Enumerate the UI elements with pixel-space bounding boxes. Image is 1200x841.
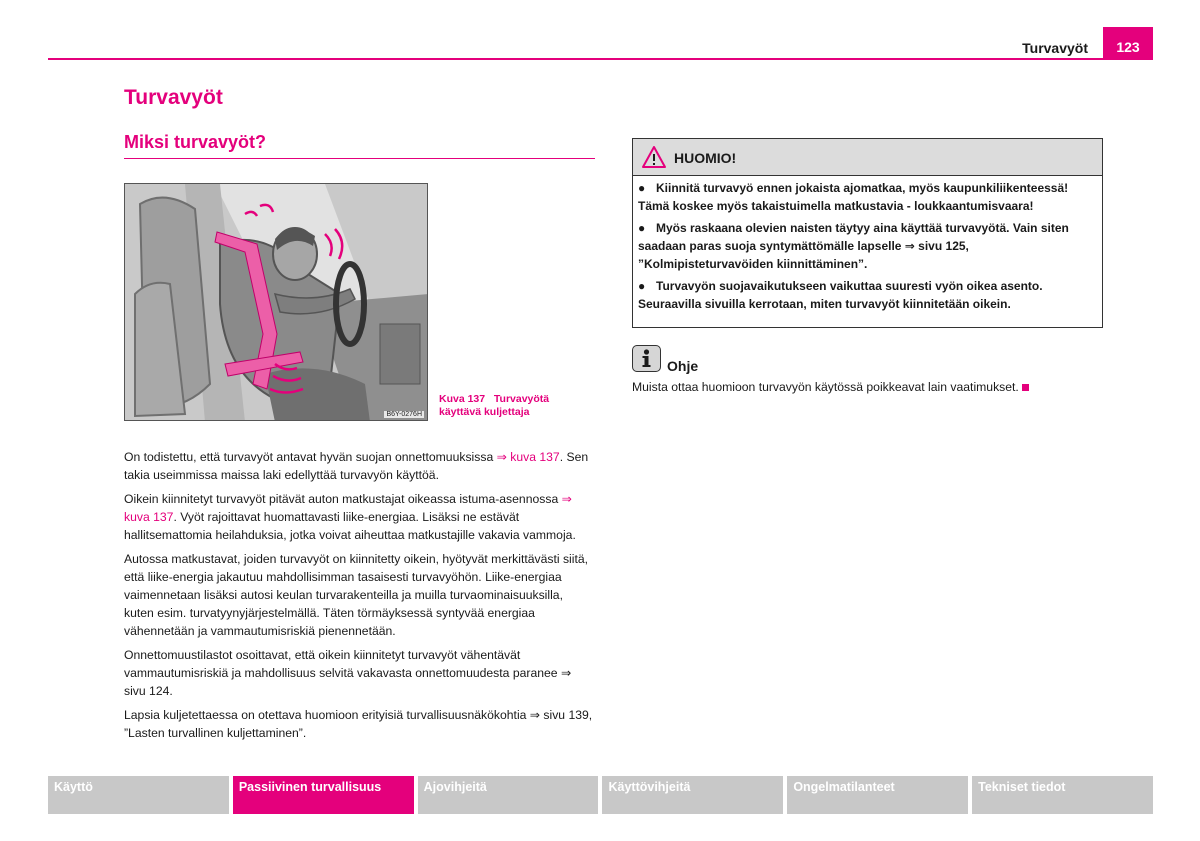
section-heading: Turvavyöt bbox=[124, 86, 223, 109]
body-text bbox=[124, 448, 596, 748]
tab-kaytto[interactable]: Käyttö bbox=[48, 776, 229, 814]
figure-caption-number: Kuva 137 bbox=[439, 393, 486, 405]
section-end-icon bbox=[1022, 384, 1029, 391]
running-header-title: Turvavyöt bbox=[1022, 40, 1088, 56]
page-number: 123 bbox=[1103, 27, 1153, 60]
warning-title: HUOMIO! bbox=[674, 150, 737, 166]
note-text: Muista ottaa huomioon turvavyön käytössä poikkeavat lain vaatimukset. bbox=[632, 380, 1029, 394]
tab-ongelmatilanteet[interactable]: Ongelmatilanteet bbox=[787, 776, 968, 814]
warning-header bbox=[633, 139, 1102, 176]
tab-kayttovihjeita[interactable]: Käyttövihjeitä bbox=[602, 776, 783, 814]
tab-passiivinen-turvallisuus[interactable]: Passiivinen turvallisuus bbox=[233, 776, 414, 814]
figure-code: B6Y-0276H bbox=[386, 411, 422, 418]
driver-illustration bbox=[125, 184, 428, 421]
info-icon bbox=[632, 345, 661, 372]
warning-box bbox=[632, 138, 1103, 328]
warning-item: ● Turvavyön suojavaikutukseen vaikuttaa suuresti vyön oikea asento. Seuraavilla sivuilla kerrotaan, miten turvavyöt kiinnitetään oikein. bbox=[638, 279, 1043, 311]
chapter-navigation bbox=[48, 776, 1153, 814]
tab-tekniset-tiedot[interactable]: Tekniset tiedot bbox=[972, 776, 1153, 814]
subsection-heading: Miksi turvavyöt? bbox=[124, 132, 267, 152]
bullet-icon: ● bbox=[638, 221, 646, 235]
tab-ajovihjeita[interactable]: Ajovihjeitä bbox=[418, 776, 599, 814]
figure-driver-seatbelt bbox=[124, 183, 428, 421]
paragraph: Autossa matkustavat, joiden turvavyöt on kiinnitetty oikein, hyötyvät merkittävästi siitä, että liike-energia jakautuu mahdollisimman tasaisesti turvavyöhön. Liike-energiaa vaimennetaan lisäksi autosi keulan turvarakenteilla ja muilla turvaominaisuuksilla, kuten esim. turvatyynyjärjestelmällä. Täten törmäyksessä syntyvää energiaa vähennetään ja vammautumisriskiä pienennetään. bbox=[124, 552, 589, 638]
figure-caption bbox=[439, 393, 579, 419]
subsection-rule bbox=[124, 158, 595, 159]
warning-triangle-icon bbox=[641, 145, 667, 169]
note-title: Ohje bbox=[667, 358, 699, 374]
warning-item: ● Myös raskaana olevien naisten täytyy aina käyttää turvavyötä. Vain siten saadaan paras suoja syntymättömälle lapselle ⇒ sivu 125, ”Kolmipisteturvavöiden kiinnittäminen”. bbox=[638, 221, 1069, 271]
paragraph: Oikein kiinnitetyt turvavyöt pitävät auton matkustajat oikeassa istuma-asennossa ⇒ kuva 137. Vyöt rajoittavat huomattavasti liike-energiaa. Lisäksi ne estävät hallitsemattomia heilahduksia, jotka voivat aiheuttaa matkustajille vakavia vammoja. bbox=[124, 492, 576, 542]
figure-caption-text: Turvavyötä käyttävä kuljettaja bbox=[439, 393, 550, 418]
paragraph: Onnettomuustilastot osoittavat, että oikein kiinnitetyt turvavyöt vähentävät vammautumisriskiä ja mahdollisuus selvitä vakavasta onnettomuudesta paranee ⇒ sivu 124. bbox=[124, 648, 572, 698]
bullet-icon: ● bbox=[638, 181, 646, 195]
figure-link[interactable]: ⇒ kuva 137 bbox=[496, 450, 560, 464]
bullet-icon: ● bbox=[638, 279, 646, 293]
paragraph: Lapsia kuljetettaessa on otettava huomioon erityisiä turvallisuusnäkökohtia ⇒ sivu 139, ”Lasten turvallinen kuljettaminen”. bbox=[124, 708, 593, 740]
paragraph: On todistettu, että turvavyöt antavat hyvän suojan onnettomuuksissa ⇒ kuva 137. Sen takia useimmissa maissa laki edellyttää turvavyön käyttöä. bbox=[124, 450, 589, 482]
warning-item: ● Kiinnitä turvavyö ennen jokaista ajomatkaa, myös kaupunkiliikenteessä! Tämä koskee myös takaistuimella matkustavia - loukkaantumisvaara! bbox=[638, 181, 1069, 213]
figure-link[interactable]: ⇒ kuva 137 bbox=[124, 492, 572, 524]
warning-body bbox=[633, 176, 1102, 313]
header-rule bbox=[48, 58, 1153, 60]
